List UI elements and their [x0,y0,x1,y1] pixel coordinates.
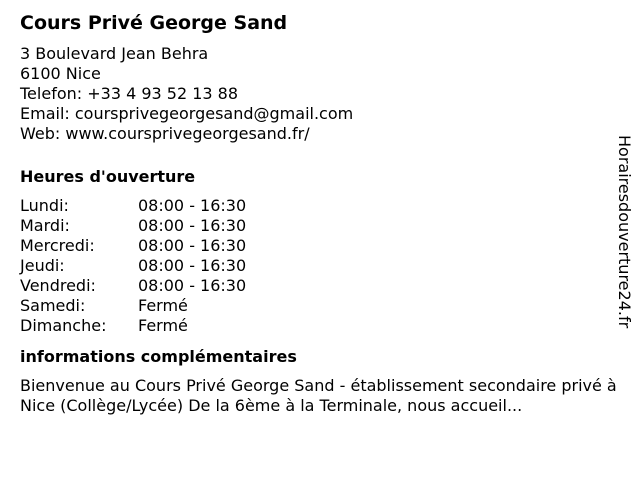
day-label: Samedi: [20,296,86,315]
day-label: Jeudi: [20,256,65,275]
hours-row-saturday [20,296,610,316]
email-line: Email: coursprivegeorgesand@gmail.com [20,104,354,123]
business-card [20,10,617,416]
time-value: 08:00 - 16:30 [138,276,247,295]
hours-row-wednesday [20,236,610,256]
time-value: Fermé [138,296,188,315]
contact-block [20,44,610,144]
additional-info-text: Bienvenue au Cours Privé George Sand - établissement secondaire privé à Nice (Collège/Lycée) De la 6ème à la Terminale, nous accueil... [20,376,617,415]
business-name: Cours Privé George Sand [20,12,288,34]
time-value: 08:00 - 16:30 [138,256,247,275]
city-address: 6100 Nice [20,64,101,83]
day-label: Dimanche: [20,316,107,335]
hours-row-monday [20,196,610,216]
time-value: Fermé [138,316,188,335]
opening-hours-title: Heures d'ouverture [20,167,196,186]
time-value: 08:00 - 16:30 [138,236,247,255]
hours-row-tuesday [20,216,610,236]
day-label: Mardi: [20,216,70,235]
web-line: Web: www.coursprivegeorgesand.fr/ [20,124,310,143]
street-address: 3 Boulevard Jean Behra [20,44,209,63]
watermark-text: Horairesdouverture24.fr [615,135,634,329]
additional-info-title: informations complémentaires [20,347,297,366]
time-value: 08:00 - 16:30 [138,216,247,235]
hours-row-sunday [20,316,610,336]
opening-hours-table [20,196,610,336]
watermark [612,135,636,345]
hours-row-thursday [20,256,610,276]
day-label: Lundi: [20,196,69,215]
phone-line: Telefon: +33 4 93 52 13 88 [20,84,239,103]
day-label: Vendredi: [20,276,96,295]
day-label: Mercredi: [20,236,95,255]
hours-row-friday [20,276,610,296]
time-value: 08:00 - 16:30 [138,196,247,215]
